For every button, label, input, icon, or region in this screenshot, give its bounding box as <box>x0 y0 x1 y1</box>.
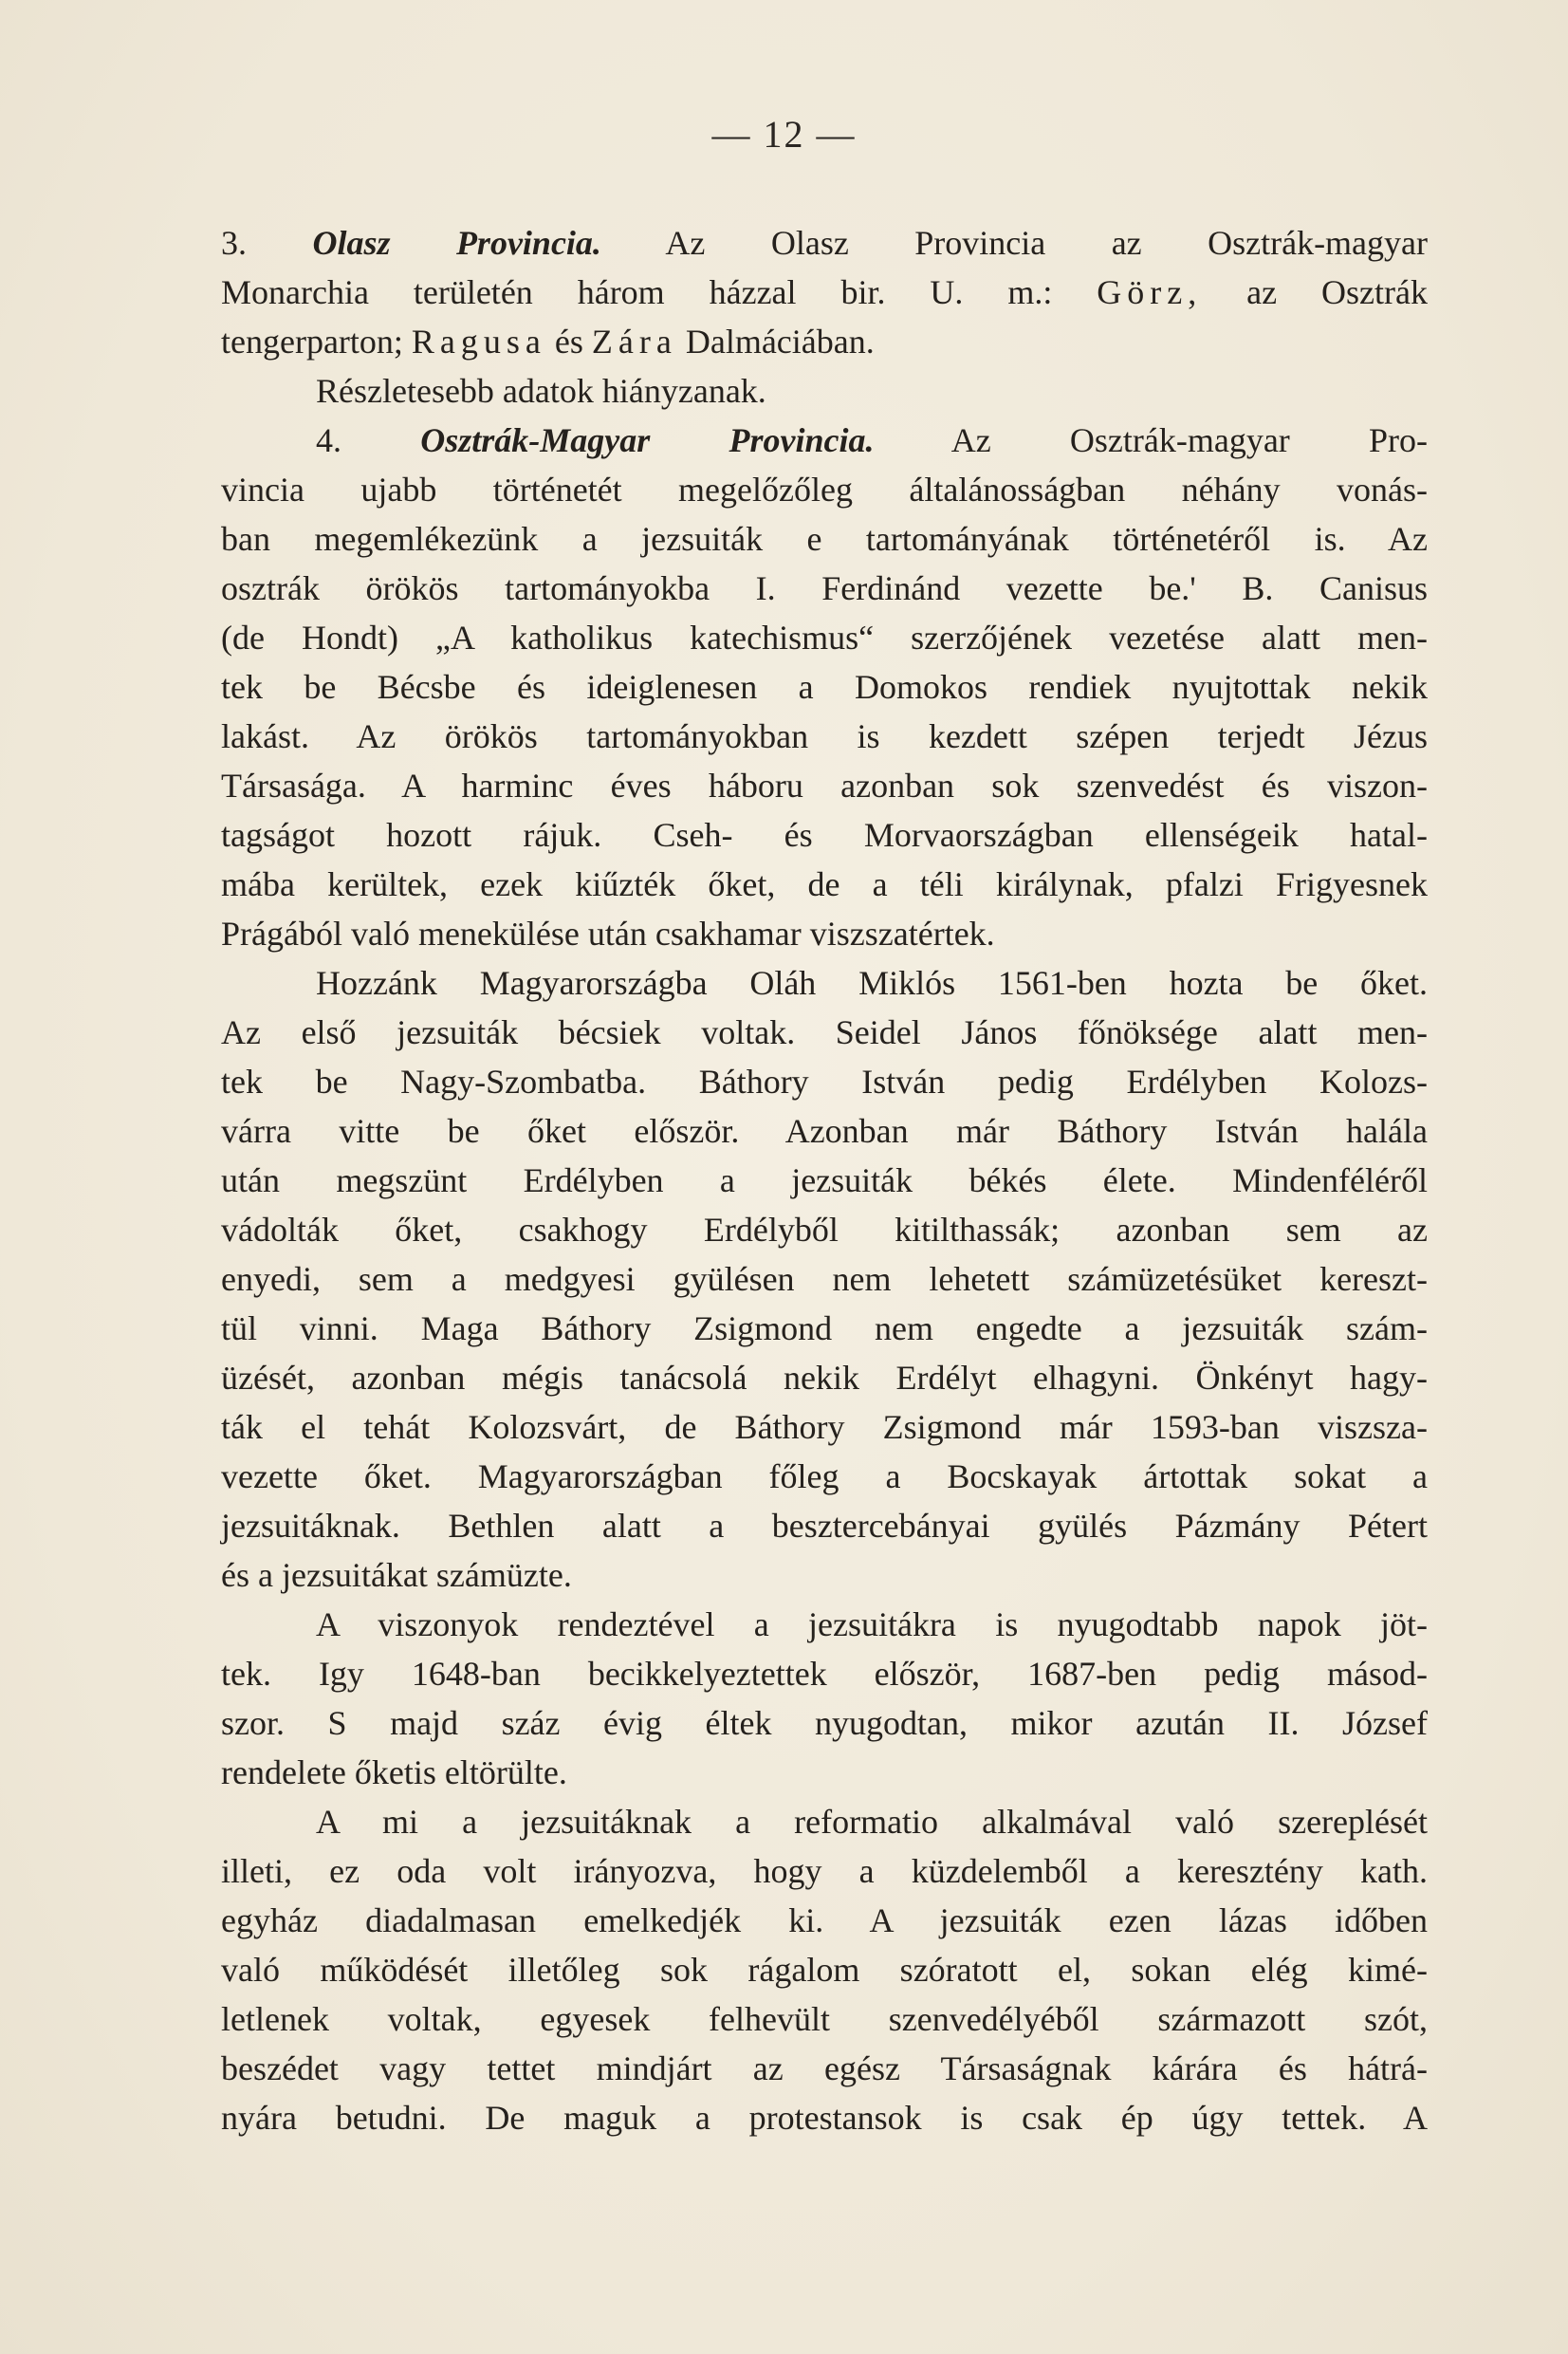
text-segment: osztrák örökös tartományokba I. Ferdinánd vezette be.' B. Canisus <box>221 569 1428 607</box>
text-segment: vádolták őket, csakhogy Erdélyből kitilthassák; azonban sem az <box>221 1211 1428 1249</box>
text-segment: az Osztrák <box>1202 273 1428 311</box>
text-line <box>221 2093 1428 2142</box>
text-segment: vezette őket. Magyarországban főleg a Bocskayak ártottak sokat a <box>221 1457 1428 1495</box>
text-line <box>221 662 1428 712</box>
text-segment: várra vitte be őket először. Azonban már Báthory István halála <box>221 1112 1428 1150</box>
text-segment: üzését, azonban mégis tanácsolá nekik Erdélyt elhagyni. Önkényt hagy- <box>221 1359 1428 1397</box>
text-line <box>221 317 1428 366</box>
text-segment: és a jezsuitákat számüzte. <box>221 1556 572 1594</box>
text-segment: Dalmáciában. <box>676 323 875 361</box>
text-line <box>221 1698 1428 1748</box>
text-line <box>221 1402 1428 1452</box>
text-line <box>221 860 1428 909</box>
text-segment: Az első jezsuiták bécsiek voltak. Seidel János főnöksége alatt men- <box>221 1013 1428 1051</box>
text-segment: Zára <box>591 323 677 361</box>
text-line <box>221 1156 1428 1205</box>
text-segment: vincia ujabb történetét megelőzőleg általánosságban néhány vonás- <box>221 471 1428 509</box>
text-line <box>221 366 1428 416</box>
text-segment: és <box>545 323 592 361</box>
text-line <box>221 1353 1428 1402</box>
text-line <box>221 1748 1428 1797</box>
text-line <box>221 613 1428 662</box>
text-line <box>221 712 1428 761</box>
text-segment: 3. <box>221 224 313 262</box>
text-line <box>221 909 1428 958</box>
text-line <box>221 2044 1428 2093</box>
text-line <box>221 514 1428 564</box>
text-line <box>221 1501 1428 1550</box>
text-segment: Az Olasz Provincia az Osztrák-magyar <box>600 224 1429 262</box>
text-line <box>221 1452 1428 1501</box>
text-line <box>221 1205 1428 1254</box>
text-line <box>221 810 1428 860</box>
text-line <box>221 958 1428 1008</box>
text-segment: Az Osztrák-magyar Pro- <box>874 421 1429 459</box>
text-segment: ták el tehát Kolozsvárt, de Báthory Zsigmond már 1593-ban viszsza- <box>221 1408 1428 1446</box>
text-line <box>221 1846 1428 1896</box>
text-segment: 4. <box>316 421 421 459</box>
text-segment: A viszonyok rendeztével a jezsuitákra is nyugodtabb napok jöt- <box>316 1605 1428 1643</box>
text-segment: jezsuitáknak. Bethlen alatt a besztercebányai gyülés Pázmány Pétert <box>221 1507 1428 1545</box>
text-segment: Ragusa <box>411 323 546 361</box>
text-segment: enyedi, sem a medgyesi gyülésen nem lehetett számüzetésüket kereszt- <box>221 1260 1428 1298</box>
text-segment: szor. S majd száz évig éltek nyugodtan, mikor azután II. József <box>221 1704 1428 1742</box>
text-line <box>221 1254 1428 1304</box>
text-line <box>221 1945 1428 1994</box>
text-line <box>221 465 1428 514</box>
text-segment: (de Hondt) „A katholikus katechismus“ szerzőjének vezetése alatt men- <box>221 619 1428 657</box>
section-heading: Olasz Provincia. <box>312 224 601 262</box>
text-segment: letlenek voltak, egyesek felhevült szenvedélyéből származott szót, <box>221 2000 1428 2038</box>
text-segment: tek be Bécsbe és ideiglenesen a Domokos rendiek nyujtottak nekik <box>221 668 1428 706</box>
text-line <box>221 1106 1428 1156</box>
text-segment: A mi a jezsuitáknak a reformatio alkalmával való szereplését <box>316 1803 1428 1841</box>
text-line <box>221 1304 1428 1353</box>
text-segment: tül vinni. Maga Báthory Zsigmond nem engedte a jezsuiták szám- <box>221 1309 1428 1347</box>
text-segment: ban megemlékezünk a jezsuiták e tartományának történetéről is. Az <box>221 520 1428 558</box>
text-segment: tengerparton; <box>221 323 412 361</box>
section-heading: Osztrák-Magyar Provincia. <box>420 421 875 459</box>
text-segment: tek be Nagy-Szombatba. Báthory István pedig Erdélyben Kolozs- <box>221 1063 1428 1101</box>
text-line <box>221 1008 1428 1057</box>
text-line <box>221 1057 1428 1106</box>
text-segment: Részletesebb adatok hiányzanak. <box>316 372 766 410</box>
text-segment: nyára betudni. De maguk a protestansok is csak ép úgy tettek. A <box>221 2099 1428 2137</box>
body-text <box>221 218 1428 2142</box>
text-segment: Társasága. A harminc éves háboru azonban sok szenvedést és viszon- <box>221 767 1428 805</box>
text-line <box>221 416 1428 465</box>
text-line <box>221 564 1428 613</box>
text-line <box>221 218 1428 268</box>
text-segment: Prágából való menekülése után csakhamar viszszatértek. <box>221 915 995 953</box>
text-line <box>221 1600 1428 1649</box>
text-segment: Görz, <box>1097 273 1203 311</box>
text-segment: való működését illetőleg sok rágalom szóratott el, sokan elég kimé- <box>221 1951 1428 1989</box>
text-line <box>221 761 1428 810</box>
text-segment: Hozzánk Magyarországba Oláh Miklós 1561-ben hozta be őket. <box>316 964 1428 1002</box>
text-segment: mába kerültek, ezek kiűzték őket, de a téli királynak, pfalzi Frigyesnek <box>221 865 1428 903</box>
text-line <box>221 1797 1428 1846</box>
text-segment: lakást. Az örökös tartományokban is kezdett szépen terjedt Jézus <box>221 717 1428 755</box>
text-segment: beszédet vagy tettet mindjárt az egész Társaságnak kárára és hátrá- <box>221 2049 1428 2087</box>
text-segment: tek. Igy 1648-ban becikkelyeztettek először, 1687-ben pedig másod- <box>221 1655 1428 1693</box>
text-segment: tagságot hozott rájuk. Cseh- és Morvaországban ellenségeik hatal- <box>221 816 1428 854</box>
text-segment: Monarchia területén három házzal bir. U. m.: <box>221 273 1098 311</box>
text-line <box>221 268 1428 317</box>
text-line <box>221 1649 1428 1698</box>
text-segment: egyház diadalmasan emelkedjék ki. A jezsuiták ezen lázas időben <box>221 1901 1428 1939</box>
text-segment: után megszünt Erdélyben a jezsuiták békés élete. Mindenféléről <box>221 1161 1428 1199</box>
text-segment: illeti, ez oda volt irányozva, hogy a küzdelemből a keresztény kath. <box>221 1852 1428 1890</box>
text-segment: rendelete őketis eltörülte. <box>221 1753 567 1791</box>
page-number: — 12 — <box>711 113 857 156</box>
text-line <box>221 1994 1428 2044</box>
text-line <box>221 1550 1428 1600</box>
text-line <box>221 1896 1428 1945</box>
